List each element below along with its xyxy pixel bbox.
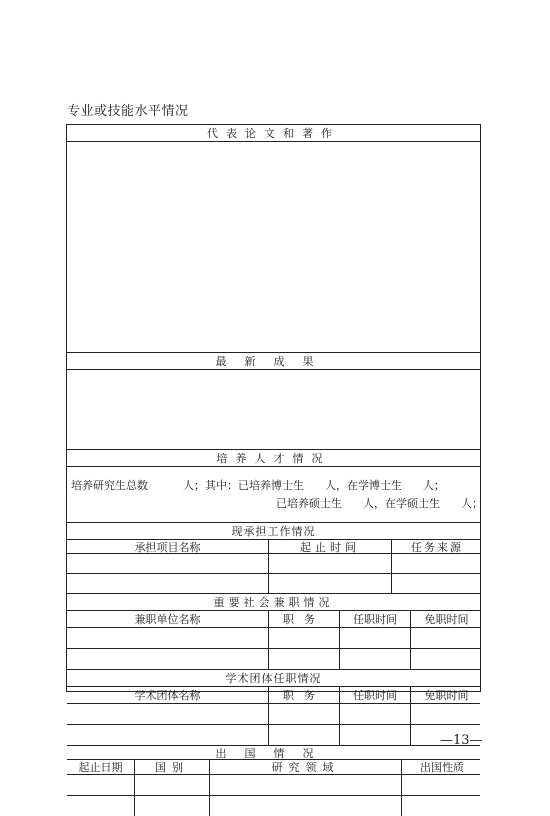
talent-line-2: 已培养硕士生 人，在学硕士生 人；	[276, 497, 483, 510]
achievements-title: 最新成果	[215, 355, 332, 368]
col-unit-name: 兼职单位名称	[67, 611, 269, 627]
col-abroad-type: 出国性质	[420, 761, 464, 774]
col-research-field: 研究领域	[210, 760, 402, 774]
abroad-title: 出国情况	[215, 746, 332, 760]
achievements-title-row	[67, 353, 480, 370]
page-heading: 专业或技能水平情况	[67, 104, 189, 119]
current-work-title: 现承担工作情况	[231, 525, 316, 538]
academic-header-row	[67, 687, 480, 704]
achievements-content-area[interactable]	[67, 370, 480, 450]
academic-title-row	[67, 670, 480, 687]
academic-title: 学术团体任职情况	[225, 672, 322, 685]
col-project-name: 承担项目名称	[67, 540, 269, 553]
part-time-title: 重要社会兼职情况	[213, 596, 334, 609]
talent-content-row	[67, 467, 483, 523]
talent-line-1: 培养研究生总数 人；其中：已培养博士生 人，在学博士生 人；	[71, 479, 445, 492]
table-row[interactable]	[67, 775, 480, 796]
table-row[interactable]	[67, 574, 480, 594]
col-end-date: 免职时间	[424, 613, 469, 626]
col-end-date: 免职时间	[424, 689, 469, 702]
table-row[interactable]	[67, 554, 480, 574]
col-country: 国别	[135, 760, 210, 774]
table-row[interactable]	[67, 649, 480, 670]
col-period: 起止时间	[269, 540, 392, 553]
col-org-name: 学术团体名称	[67, 687, 269, 703]
col-position: 职务	[269, 611, 340, 627]
papers-title: 代表论文和著作	[207, 127, 340, 140]
col-task-source: 任务来源	[411, 540, 463, 554]
talent-title: 培养人才情况	[216, 452, 331, 465]
part-time-title-row	[67, 594, 480, 611]
table-row[interactable]	[67, 725, 480, 746]
current-work-title-row	[67, 523, 480, 540]
table-row[interactable]	[67, 796, 480, 816]
abroad-header-row	[67, 760, 480, 775]
papers-title-row	[67, 125, 480, 142]
papers-content-area[interactable]	[67, 142, 480, 353]
col-start-date: 任职时间	[340, 611, 411, 627]
col-dates: 起止日期	[67, 760, 135, 774]
col-start-date: 任职时间	[340, 687, 411, 703]
talent-title-row	[67, 450, 480, 467]
table-row[interactable]	[67, 628, 480, 649]
part-time-header-row	[67, 611, 480, 628]
page-number: —13—	[440, 733, 483, 748]
col-position: 职务	[269, 687, 340, 703]
table-row[interactable]	[67, 704, 480, 725]
abroad-title-row	[67, 746, 480, 760]
current-work-header-row	[67, 540, 480, 554]
